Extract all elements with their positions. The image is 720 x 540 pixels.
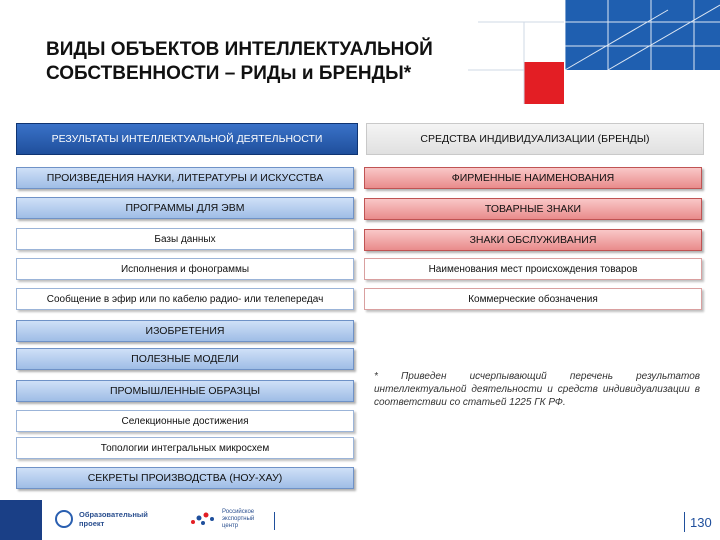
- list-item-performances: Исполнения и фонограммы: [16, 258, 354, 280]
- right-column-header: СРЕДСТВА ИНДИВИДУАЛИЗАЦИИ (БРЕНДЫ): [366, 123, 704, 155]
- education-project-logo: [55, 506, 165, 532]
- page-number-divider: [684, 512, 685, 532]
- logo1-line1: Образовательный: [79, 510, 148, 519]
- footnote: * Приведен исчерпывающий перечень результатов интеллектуальной деятельности и средств индивидуализации в соответствии со статьей 1225 ГК РФ.: [374, 371, 700, 408]
- list-item-utility-models: ПОЛЕЗНЫЕ МОДЕЛИ: [16, 348, 354, 370]
- page-number-value: 130: [690, 514, 712, 530]
- page-number: [684, 512, 720, 532]
- list-item-commercial-designations: Коммерческие обозначения: [364, 288, 702, 310]
- footer-decoration-blue: [0, 500, 42, 540]
- list-item-databases: Базы данных: [16, 228, 354, 250]
- export-center-logo: [188, 506, 278, 532]
- list-item-software: ПРОГРАММЫ ДЛЯ ЭВМ: [16, 197, 354, 219]
- left-column-header: РЕЗУЛЬТАТЫ ИНТЕЛЛЕКТУАЛЬНОЙ ДЕЯТЕЛЬНОСТИ: [16, 123, 358, 155]
- export-center-mark-icon: [188, 510, 216, 528]
- list-item-know-how: СЕКРЕТЫ ПРОИЗВОДСТВА (НОУ-ХАУ): [16, 467, 354, 489]
- list-item-selection-achievements: Селекционные достижения: [16, 410, 354, 432]
- list-item-industrial-designs: ПРОМЫШЛЕННЫЕ ОБРАЗЦЫ: [16, 380, 354, 402]
- footer-divider: [274, 512, 275, 530]
- page-title: [46, 38, 516, 86]
- list-item-trade-names: ФИРМЕННЫЕ НАИМЕНОВАНИЯ: [364, 167, 702, 189]
- list-item-appellations-of-origin: Наименования мест происхождения товаров: [364, 258, 702, 280]
- list-item-trademarks: ТОВАРНЫЕ ЗНАКИ: [364, 198, 702, 220]
- logo2-line3: центр: [222, 522, 239, 529]
- logo2-line2: экспортный: [222, 515, 255, 522]
- list-item-service-marks: ЗНАКИ ОБСЛУЖИВАНИЯ: [364, 229, 702, 251]
- list-item-broadcasts: Сообщение в эфир или по кабелю радио- или телепередач: [16, 288, 354, 310]
- list-item-works: ПРОИЗВЕДЕНИЯ НАУКИ, ЛИТЕРАТУРЫ И ИСКУССТВА: [16, 167, 354, 189]
- page-title-line1: ВИДЫ ОБЪЕКТОВ ИНТЕЛЛЕКТУАЛЬНОЙ: [46, 39, 433, 60]
- page-title-line2: СОБСТВЕННОСТИ – РИДы и БРЕНДЫ*: [46, 63, 412, 84]
- logo2-line1: Российское: [222, 508, 255, 515]
- list-item-topologies: Топологии интегральных микросхем: [16, 437, 354, 459]
- list-item-inventions: ИЗОБРЕТЕНИЯ: [16, 320, 354, 342]
- logo1-line2: проект: [79, 519, 105, 528]
- globe-icon: [55, 510, 73, 528]
